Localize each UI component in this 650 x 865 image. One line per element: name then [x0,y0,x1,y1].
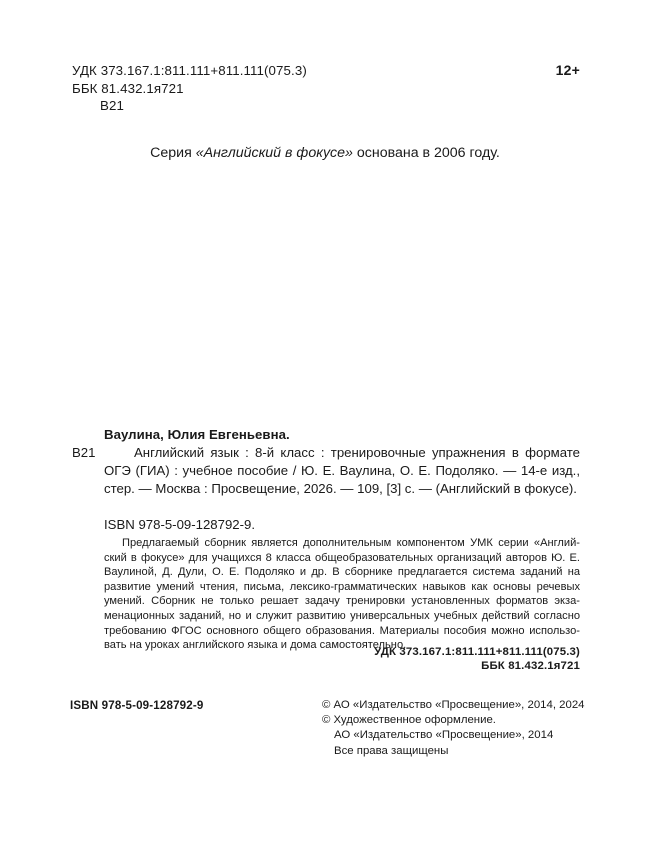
series-note-suffix: основана в 2006 году. [352,145,500,161]
copyright-line: © АО «Издательство «Просвещение», 2014, 2024 [322,699,585,711]
copyright-line: АО «Издательство «Просвещение», 2014 [334,729,554,742]
description-text: Английский язык : 8-й класс : тренировочные упражнения в формате ОГЭ (ГИА) : учебное пособие / Ю. Е. Ваулина, О. Е. Подоляко. — 14-е изд., стер. — Москва : Просвещение, 2026. — 109, [3] с. — (Английский в фокусе). [104,445,580,496]
udk-code: УДК 373.167.1:811.111+811.111(075.3) [72,63,307,78]
classification-block [72,62,580,115]
udk-code-repeat: УДК 373.167.1:811.111+811.111(075.3) [374,646,580,658]
series-note-prefix: Серия [150,145,196,161]
footer-isbn: ISBN 978-5-09-128792-9 [70,699,204,712]
cutter-code: В21 [100,98,124,113]
page-footer [0,698,650,768]
series-title: «Английский в фокусе» [195,145,353,161]
description-text-block [72,444,580,498]
bibliographic-description [72,426,580,498]
bbk-code-repeat: ББК 81.432.1я721 [481,660,580,672]
series-note [0,144,650,162]
copyright-block [322,698,585,759]
copyright-line: © Художественное оформление. [322,714,496,727]
bbk-code: ББК 81.432.1я721 [72,80,184,96]
author-heading: Ваулина, Юлия Евгеньевна. [104,427,290,442]
isbn-inline: ISBN 978-5-09-128792-9. [104,517,256,532]
age-rating-badge: 12+ [555,62,580,78]
annotation-text: Предлагаемый сборник является дополнительным компонентом УМК серии «Английский в фокусе» для учащихся 8 класса общеобразовательных организаций авторов Ю. Е. Ваулиной, Д. Дули, О. Е. Подоляко и др. В сборнике предлагается система заданий на развитие умений чтения, письма, лексико-грамматических навыков как основы речевых умений. Сборник не только решает задачу тренировки установленных форматов экзаменационных заданий, но и служит развитию универсальных учебных действий согласно требованию ФГОС основного общего образования. Материалы пособия можно использовать на уроках английского языка и дома самостоятельно. [104,537,580,652]
copyright-line: Все права защищены [334,744,449,757]
classification-repeat-block [374,645,580,673]
biblio-cutter-code: В21 [72,445,96,460]
